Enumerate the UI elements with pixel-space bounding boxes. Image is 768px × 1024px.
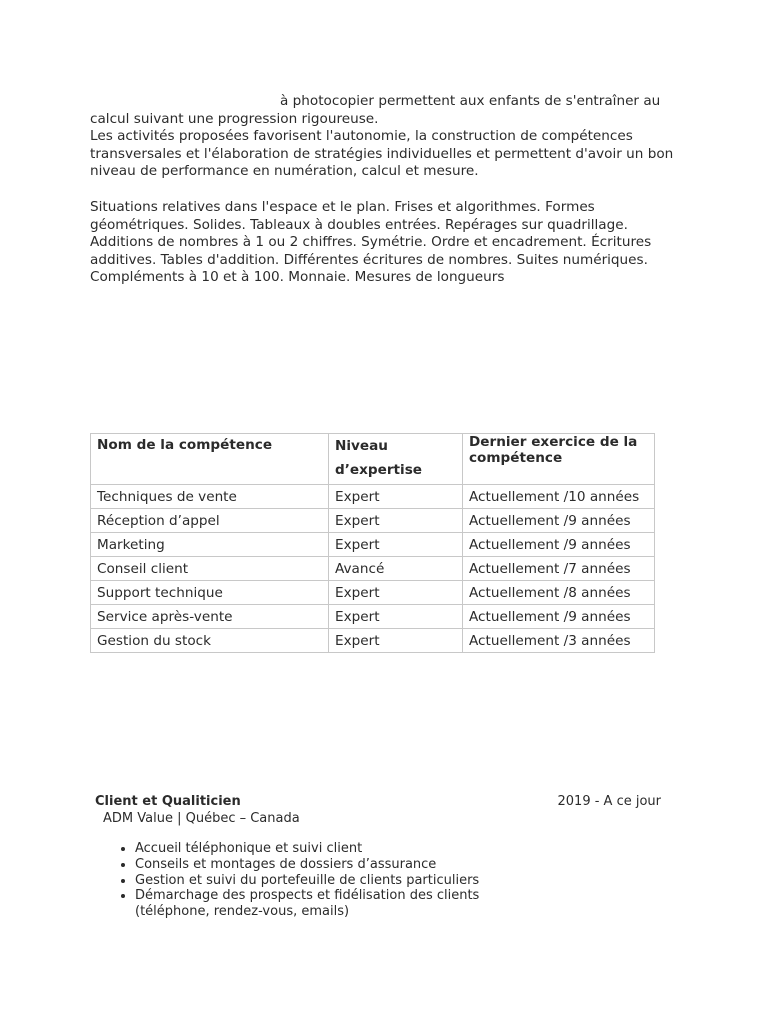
header-skill-name: Nom de la compétence <box>91 434 329 485</box>
skill-name: Support technique <box>91 581 329 605</box>
list-item: • Gestion et suivi du portefeuille de clients particuliers <box>135 873 515 889</box>
job-dates: 2019 - A ce jour <box>557 794 661 809</box>
job-company: ADM Value | Québec – Canada <box>103 811 300 826</box>
skill-last: Actuellement /7 années <box>463 557 655 581</box>
table-row <box>91 533 655 557</box>
skill-last: Actuellement /9 années <box>463 509 655 533</box>
skill-last: Actuellement /8 années <box>463 581 655 605</box>
intro-paragraph-3: Situations relatives dans l'espace et le plan. Frises et algorithmes. Formes géométriques. Solides. Tableaux à doubles entrées. Repérages sur quadrillage. Additions de nombres à 1 ou 2 chiffres. Symétrie. Ordre et encadrement. Écritures additives. Tables d'addition. Différentes écritures de nombres. Suites numériques. Compléments à 10 et à 100. Monnaie. Mesures de longueurs <box>90 198 652 286</box>
skill-last: Actuellement /9 années <box>463 533 655 557</box>
list-item: • Démarchage des prospects et fidélisation des clients (téléphone, rendez-vous, emails) <box>135 888 515 920</box>
skills-table-header-row <box>91 434 655 485</box>
job-title: Client et Qualiticien <box>95 794 241 809</box>
skill-level: Expert <box>329 485 463 509</box>
table-row <box>91 629 655 653</box>
skill-name: Marketing <box>91 533 329 557</box>
intro-paragraph-2: Les activités proposées favorisent l'autonomie, la construction de compétences transversales et l'élaboration de stratégies individuelles et permettent d'avoir un bon niveau de performance en numération, calcul et mesure. <box>90 128 674 180</box>
skill-level: Expert <box>329 509 463 533</box>
table-row <box>91 581 655 605</box>
skill-level: Expert <box>329 605 463 629</box>
table-row <box>91 509 655 533</box>
intro-section <box>90 93 680 287</box>
intro-line-1-rest: calcul suivant une progression rigoureuse. <box>90 110 379 127</box>
header-last-exercise: Dernier exercice de la compétence <box>463 434 655 485</box>
skills-table <box>90 433 655 653</box>
skill-level: Expert <box>329 581 463 605</box>
header-expertise-level: Niveau d’expertise <box>329 434 463 485</box>
paragraph-spacer <box>90 181 680 199</box>
skill-last: Actuellement /10 années <box>463 485 655 509</box>
skill-name: Gestion du stock <box>91 629 329 653</box>
table-row <box>91 485 655 509</box>
skill-name: Techniques de vente <box>91 485 329 509</box>
intro-line-1: à photocopier permettent aux enfants de s'entraîner au <box>280 93 661 109</box>
skill-name: Réception d’appel <box>91 509 329 533</box>
skill-level: Expert <box>329 533 463 557</box>
skill-name: Service après-vente <box>91 605 329 629</box>
skill-level: Avancé <box>329 557 463 581</box>
job-bullet-list <box>115 841 515 920</box>
skill-level: Expert <box>329 629 463 653</box>
table-row <box>91 605 655 629</box>
skill-last: Actuellement /3 années <box>463 629 655 653</box>
skill-last: Actuellement /9 années <box>463 605 655 629</box>
table-row <box>91 557 655 581</box>
skill-name: Conseil client <box>91 557 329 581</box>
list-item: • Conseils et montages de dossiers d’assurance <box>135 857 515 873</box>
list-item: • Accueil téléphonique et suivi client <box>135 841 515 857</box>
